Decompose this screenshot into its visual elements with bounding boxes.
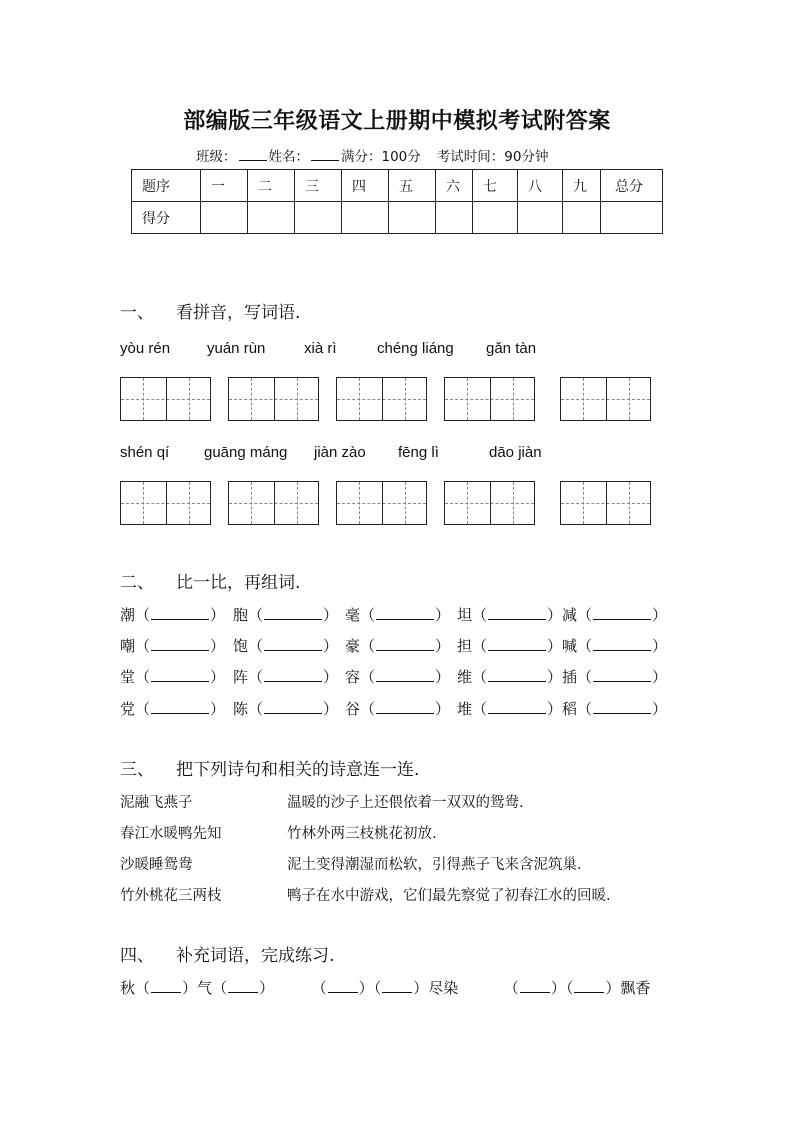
poem-meaning[interactable]: 竹林外两三枝桃花初放. — [287, 826, 437, 842]
compare-item: 陈（ ） — [233, 700, 339, 718]
answer-blank[interactable] — [151, 638, 209, 651]
compare-char: 潮 — [120, 606, 136, 624]
score-cell[interactable] — [248, 202, 295, 234]
compare-item: 胞（ ） — [233, 606, 339, 624]
score-cell[interactable] — [389, 202, 436, 234]
compare-item: 堂（ ） — [120, 668, 226, 686]
section-number: 一、 — [120, 303, 154, 323]
pinyin-9: fēng lì — [398, 444, 439, 461]
compare-item: 喊（ ） — [562, 637, 668, 655]
table-row-label: 得分 — [132, 202, 201, 234]
pinyin-1: yòu rén — [120, 340, 171, 357]
poem-line[interactable]: 竹外桃花三两枝 — [120, 888, 222, 904]
score-table — [131, 169, 663, 234]
compare-char: 容 — [345, 668, 361, 686]
poem-line[interactable]: 泥融飞燕子 — [120, 795, 193, 811]
answer-blank[interactable] — [264, 638, 322, 651]
score-cell[interactable] — [563, 202, 601, 234]
answer-blank[interactable] — [488, 669, 546, 682]
full-score: 满分：100分 — [341, 149, 421, 165]
score-cell[interactable] — [473, 202, 518, 234]
writing-box[interactable] — [228, 481, 319, 525]
answer-blank[interactable] — [264, 607, 322, 620]
compare-item: 饱（ ） — [233, 637, 339, 655]
section-title: 把下列诗句和相关的诗意连一连. — [176, 760, 420, 780]
page-title: 部编版三年级语文上册期中模拟考试附答案 — [183, 108, 611, 134]
score-table-header-row — [132, 170, 663, 202]
section-number: 三、 — [120, 760, 154, 780]
name-label: 姓名： — [268, 149, 309, 165]
answer-blank[interactable] — [593, 701, 651, 714]
section-number: 二、 — [120, 573, 154, 593]
answer-blank[interactable] — [151, 701, 209, 714]
poem-line[interactable]: 春江水暖鸭先知 — [120, 826, 222, 842]
compare-item: 减（ ） — [562, 606, 668, 624]
poem-line[interactable]: 沙暖睡鸳鸯 — [120, 857, 193, 873]
answer-blank[interactable] — [151, 669, 209, 682]
table-header-cell: 四 — [342, 170, 389, 202]
compare-char: 堆 — [457, 700, 473, 718]
poem-meaning[interactable]: 泥土变得潮湿而松软，引得燕子飞来含泥筑巢. — [287, 857, 582, 873]
writing-box[interactable] — [336, 377, 427, 421]
pinyin-10: dāo jiàn — [489, 444, 542, 461]
compare-item: 稻（ ） — [562, 700, 668, 718]
pinyin-8: jiàn zào — [314, 444, 366, 461]
answer-blank[interactable] — [151, 980, 181, 993]
section-title: 比一比，再组词. — [176, 573, 301, 593]
answer-blank[interactable] — [228, 980, 258, 993]
writing-box[interactable] — [560, 481, 651, 525]
exam-time: 考试时间：90分钟 — [436, 149, 549, 165]
answer-blank[interactable] — [328, 980, 358, 993]
answer-blank[interactable] — [264, 669, 322, 682]
table-header-cell: 八 — [518, 170, 563, 202]
table-header-cell: 题序 — [132, 170, 201, 202]
answer-blank[interactable] — [376, 607, 434, 620]
compare-char: 毫 — [345, 606, 361, 624]
score-cell[interactable] — [601, 202, 663, 234]
compare-char: 堂 — [120, 668, 136, 686]
answer-blank[interactable] — [488, 638, 546, 651]
compare-item: 插（ ） — [562, 668, 668, 686]
poem-meaning[interactable]: 温暖的沙子上还偎依着一双双的鸳鸯. — [287, 795, 524, 811]
answer-blank[interactable] — [593, 607, 651, 620]
writing-box[interactable] — [120, 481, 211, 525]
compare-item: 党（ ） — [120, 700, 226, 718]
answer-blank[interactable] — [151, 607, 209, 620]
student-info-line — [196, 145, 548, 165]
table-header-cell: 五 — [389, 170, 436, 202]
score-table-score-row — [132, 202, 663, 234]
table-header-cell: 七 — [473, 170, 518, 202]
compare-char: 减 — [562, 606, 578, 624]
answer-blank[interactable] — [593, 669, 651, 682]
answer-blank[interactable] — [593, 638, 651, 651]
answer-blank[interactable] — [488, 607, 546, 620]
answer-blank[interactable] — [488, 701, 546, 714]
compare-char: 担 — [457, 637, 473, 655]
compare-char: 谷 — [345, 700, 361, 718]
pinyin-7: guāng máng — [204, 444, 288, 461]
table-header-cell: 一 — [201, 170, 248, 202]
compare-char: 阵 — [233, 668, 249, 686]
section3-heading — [120, 755, 419, 780]
pinyin-4: chéng liáng — [377, 340, 454, 357]
word-suffix: 尽染 — [428, 979, 459, 997]
table-header-cell: 六 — [436, 170, 473, 202]
word-suffix: 飘香 — [620, 979, 651, 997]
word-char: 秋 — [120, 979, 136, 997]
compare-char: 稻 — [562, 700, 578, 718]
compare-item: 堆（ ） — [457, 700, 563, 718]
writing-box[interactable] — [228, 377, 319, 421]
compare-item: 毫（ ） — [345, 606, 451, 624]
section4-heading — [120, 941, 334, 966]
pinyin-2: yuán rùn — [207, 340, 266, 357]
score-cell[interactable] — [342, 202, 389, 234]
writing-box[interactable] — [560, 377, 651, 421]
compare-item: 容（ ） — [345, 668, 451, 686]
table-header-cell: 二 — [248, 170, 295, 202]
writing-box[interactable] — [444, 481, 535, 525]
class-blank[interactable] — [239, 148, 267, 161]
score-cell[interactable] — [295, 202, 342, 234]
table-header-cell: 总分 — [601, 170, 663, 202]
compare-item: 阵（ ） — [233, 668, 339, 686]
compare-item: 潮（ ） — [120, 606, 226, 624]
compare-char: 胞 — [233, 606, 249, 624]
answer-blank[interactable] — [376, 638, 434, 651]
score-cell[interactable] — [201, 202, 248, 234]
compare-item: 维（ ） — [457, 668, 563, 686]
compare-char: 坦 — [457, 606, 473, 624]
writing-box[interactable] — [336, 481, 427, 525]
answer-blank[interactable] — [264, 701, 322, 714]
answer-blank[interactable] — [520, 980, 550, 993]
compare-char: 插 — [562, 668, 578, 686]
compare-char: 喊 — [562, 637, 578, 655]
answer-blank[interactable] — [376, 701, 434, 714]
section-title: 补充词语，完成练习. — [176, 946, 335, 966]
compare-char: 饱 — [233, 637, 249, 655]
pinyin-3: xià rì — [304, 340, 337, 357]
answer-blank[interactable] — [574, 980, 604, 993]
word-char: 气 — [197, 979, 213, 997]
pinyin-5: gǎn tàn — [486, 340, 537, 357]
answer-blank[interactable] — [382, 980, 412, 993]
poem-meaning[interactable]: 鸭子在水中游戏，它们最先察觉了初春江水的回暖. — [287, 888, 611, 904]
compare-char: 豪 — [345, 637, 361, 655]
section1-heading — [120, 298, 300, 323]
name-blank[interactable] — [311, 148, 339, 161]
section-title: 看拼音，写词语. — [176, 303, 301, 323]
class-label: 班级： — [196, 149, 237, 165]
compare-char: 陈 — [233, 700, 249, 718]
compare-char: 党 — [120, 700, 136, 718]
table-header-cell: 九 — [563, 170, 601, 202]
compare-char: 维 — [457, 668, 473, 686]
compare-item: 谷（ ） — [345, 700, 451, 718]
compare-item: 嘲（ ） — [120, 637, 226, 655]
fill-blank-line: 秋（ ）气（ ） （ ）（ ）尽染 （ ）（ ）飘香 — [120, 979, 651, 997]
pinyin-6: shén qí — [120, 444, 170, 461]
compare-item: 担（ ） — [457, 637, 563, 655]
score-cell[interactable] — [518, 202, 563, 234]
writing-box[interactable] — [444, 377, 535, 421]
score-cell[interactable] — [436, 202, 473, 234]
writing-box[interactable] — [120, 377, 211, 421]
compare-char: 嘲 — [120, 637, 136, 655]
section2-heading — [120, 568, 300, 593]
answer-blank[interactable] — [376, 669, 434, 682]
compare-item: 豪（ ） — [345, 637, 451, 655]
section-number: 四、 — [120, 946, 154, 966]
table-header-cell: 三 — [295, 170, 342, 202]
compare-item: 坦（ ） — [457, 606, 563, 624]
